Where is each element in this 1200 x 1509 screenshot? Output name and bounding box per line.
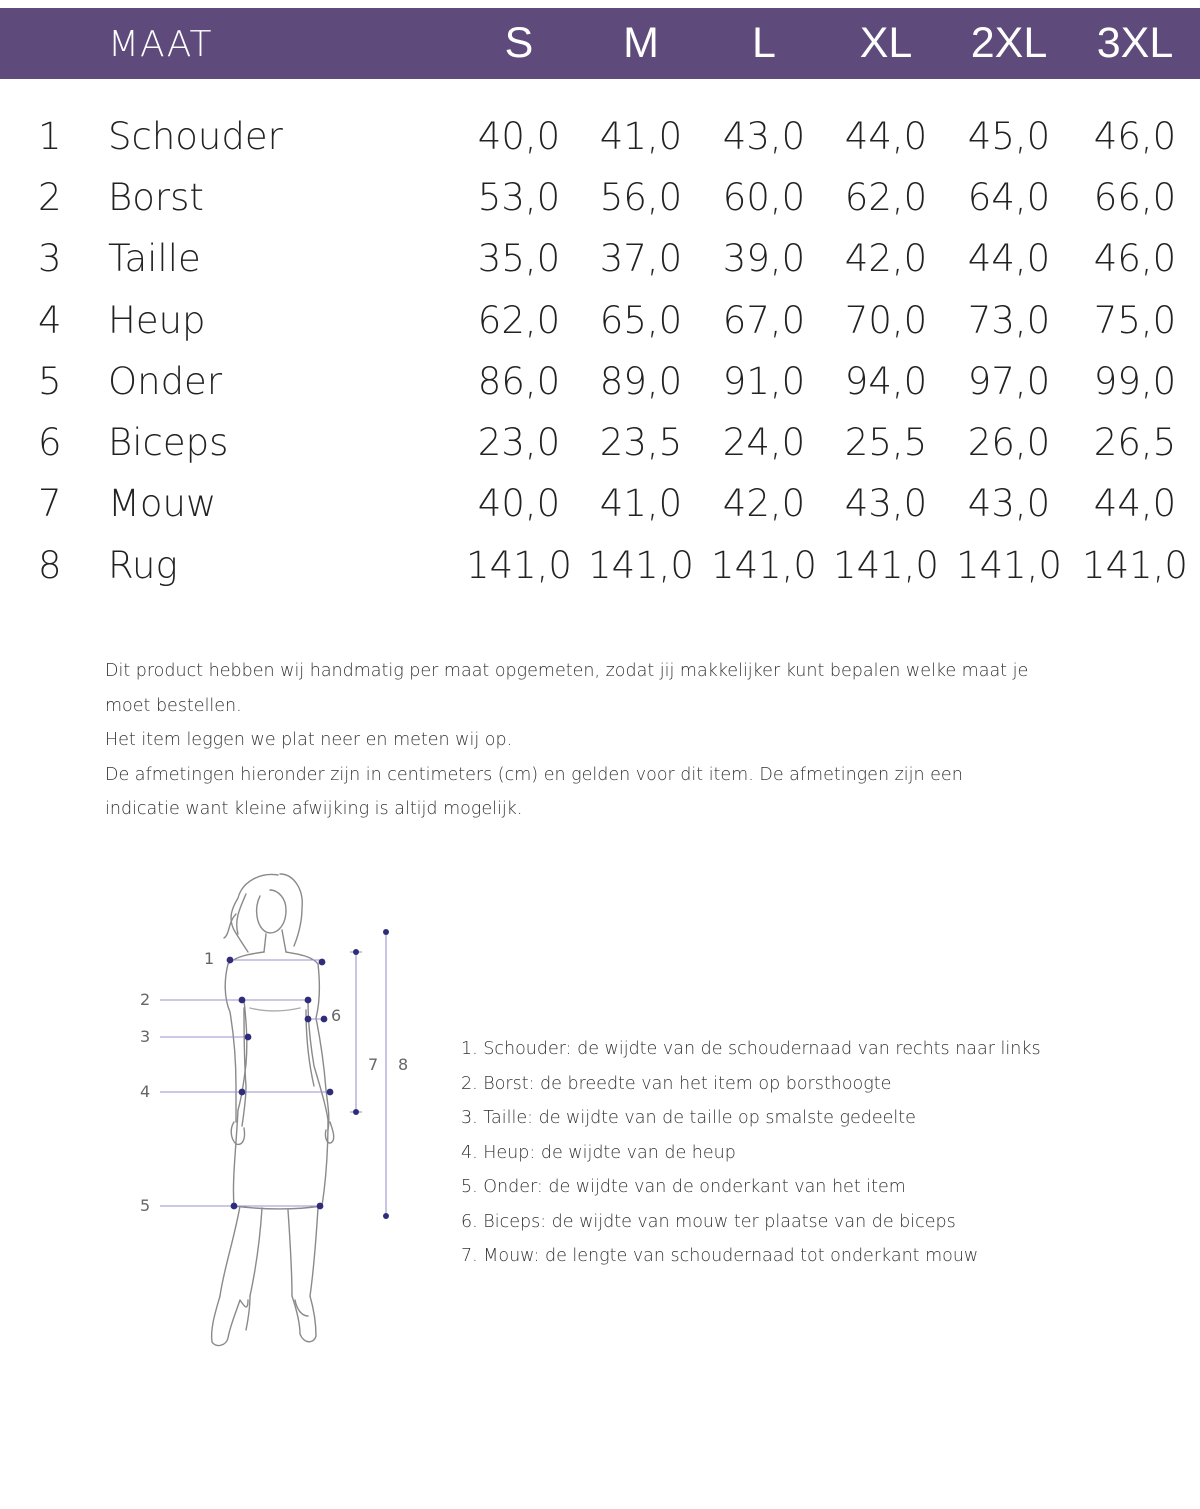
row-label: Biceps	[108, 421, 229, 464]
marker-label-2: 2	[140, 990, 151, 1009]
value-cell: 25,5	[844, 421, 928, 464]
value-cell: 67,0	[722, 299, 806, 342]
value-cell: 141,0	[956, 544, 1062, 587]
value-cell: 141,0	[466, 544, 572, 587]
table-row	[0, 536, 1200, 596]
measurement-dots	[227, 929, 389, 1219]
measurement-legend	[461, 1032, 1181, 1274]
intro-line: Dit product hebben wij handmatig per maat opgemeten, zodat jij makkelijker kunt bepalen welke maat je	[105, 661, 1029, 681]
row-number: 3	[38, 237, 62, 280]
marker-label-8: 8	[398, 1055, 409, 1074]
legend-item: 2. Borst: de breedte van het item op borsthoogte	[461, 1073, 892, 1094]
intro-line: indicatie want kleine afwijking is altijd mogelijk.	[105, 799, 523, 819]
value-cell: 40,0	[477, 115, 561, 158]
value-cell: 53,0	[477, 176, 561, 219]
legend-item: 5. Onder: de wijdte van de onderkant van het item	[461, 1177, 906, 1197]
value-cell: 46,0	[1093, 237, 1177, 280]
size-header-bar	[0, 8, 1200, 79]
maat-header-label: MAAT	[108, 24, 213, 65]
value-cell: 35,0	[477, 237, 561, 280]
value-cell: 42,0	[844, 237, 928, 280]
row-label: Heup	[108, 299, 206, 342]
woman-outline	[212, 874, 334, 1345]
table-row	[0, 168, 1200, 228]
size-header-m: M	[623, 19, 659, 67]
table-row	[0, 229, 1200, 289]
value-cell: 39,0	[722, 237, 806, 280]
value-cell: 26,0	[967, 421, 1051, 464]
marker-label-5: 5	[140, 1196, 151, 1215]
row-number: 7	[38, 482, 62, 525]
value-cell: 43,0	[844, 482, 928, 525]
value-cell: 60,0	[722, 176, 806, 219]
value-cell: 43,0	[967, 482, 1051, 525]
value-cell: 40,0	[477, 482, 561, 525]
measurement-number-labels	[140, 949, 408, 1215]
value-cell: 44,0	[967, 237, 1051, 280]
row-number: 5	[38, 360, 62, 403]
table-row	[0, 107, 1200, 167]
legend-item: 7. Mouw: de lengte van schoudernaad tot onderkant mouw	[461, 1246, 979, 1266]
value-cell: 141,0	[588, 544, 694, 587]
marker-label-1: 1	[204, 949, 215, 968]
value-cell: 66,0	[1093, 176, 1177, 219]
row-label: Borst	[108, 176, 204, 219]
value-cell: 42,0	[722, 482, 806, 525]
intro-line: moet bestellen.	[105, 695, 242, 716]
marker-label-3: 3	[140, 1027, 151, 1046]
measurement-intro	[105, 654, 1085, 827]
value-cell: 43,0	[722, 115, 806, 158]
value-cell: 91,0	[722, 360, 806, 403]
legend-item: 1. Schouder: de wijdte van de schoudernaad van rechts naar links	[461, 1039, 1041, 1059]
row-number: 4	[38, 299, 62, 342]
value-cell: 141,0	[833, 544, 939, 587]
row-number: 8	[38, 544, 62, 587]
row-label: Onder	[108, 360, 223, 403]
measurement-guides	[160, 932, 386, 1216]
value-cell: 46,0	[1093, 115, 1177, 158]
legend-item: 4. Heup: de wijdte van de heup	[461, 1142, 736, 1163]
row-label: Mouw	[108, 482, 217, 525]
value-cell: 62,0	[477, 299, 561, 342]
value-cell: 70,0	[844, 299, 928, 342]
size-header-l: L	[752, 19, 776, 67]
value-cell: 37,0	[599, 237, 683, 280]
value-cell: 86,0	[477, 360, 561, 403]
value-cell: 41,0	[599, 115, 683, 158]
marker-label-6: 6	[331, 1006, 342, 1025]
measurement-figure-illustration	[120, 860, 430, 1370]
table-row	[0, 352, 1200, 412]
value-cell: 44,0	[844, 115, 928, 158]
row-label: Taille	[108, 237, 201, 280]
value-cell: 65,0	[599, 299, 683, 342]
value-cell: 75,0	[1093, 299, 1177, 342]
value-cell: 64,0	[967, 176, 1051, 219]
value-cell: 23,5	[599, 421, 683, 464]
value-cell: 99,0	[1093, 360, 1177, 403]
table-row	[0, 291, 1200, 351]
value-cell: 26,5	[1093, 421, 1177, 464]
size-header-2xl: 2XL	[970, 19, 1048, 67]
row-number: 1	[38, 115, 62, 158]
row-number: 2	[38, 176, 62, 219]
row-label: Schouder	[108, 115, 283, 158]
value-cell: 24,0	[722, 421, 806, 464]
value-cell: 141,0	[1082, 544, 1188, 587]
value-cell: 45,0	[967, 115, 1051, 158]
marker-label-7: 7	[368, 1055, 379, 1074]
size-header-xl: XL	[859, 19, 913, 67]
value-cell: 97,0	[967, 360, 1051, 403]
row-number: 6	[38, 421, 62, 464]
value-cell: 62,0	[844, 176, 928, 219]
value-cell: 141,0	[711, 544, 817, 587]
value-cell: 73,0	[967, 299, 1051, 342]
value-cell: 94,0	[844, 360, 928, 403]
row-label: Rug	[108, 544, 178, 587]
table-row	[0, 413, 1200, 473]
size-header-3xl: 3XL	[1096, 19, 1174, 67]
value-cell: 89,0	[599, 360, 683, 403]
legend-item: 6. Biceps: de wijdte van mouw ter plaatse van de biceps	[461, 1211, 956, 1232]
intro-line: Het item leggen we plat neer en meten wij op.	[105, 730, 513, 750]
legend-item: 3. Taille: de wijdte van de taille op smalste gedeelte	[461, 1108, 916, 1128]
marker-label-4: 4	[140, 1082, 151, 1101]
value-cell: 56,0	[599, 176, 683, 219]
value-cell: 44,0	[1093, 482, 1177, 525]
value-cell: 23,0	[477, 421, 561, 464]
intro-line: De afmetingen hieronder zijn in centimeters (cm) en gelden voor dit item. De afmetingen zijn een	[105, 764, 963, 785]
value-cell: 41,0	[599, 482, 683, 525]
table-row	[0, 474, 1200, 534]
size-header-s: S	[504, 19, 534, 67]
